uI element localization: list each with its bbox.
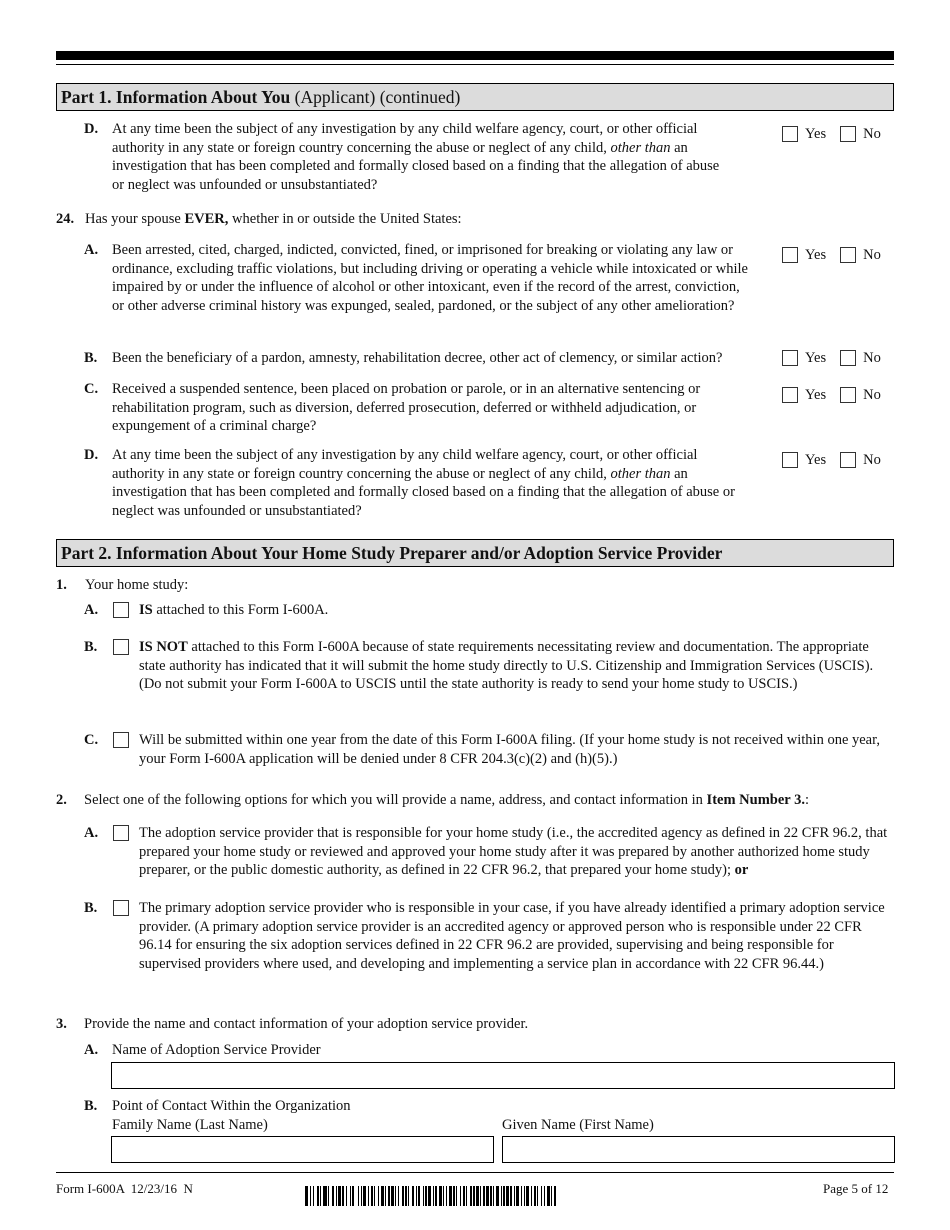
yes-checkbox[interactable] [782, 387, 798, 403]
yes-checkbox[interactable] [782, 126, 798, 142]
item-letter: B. [84, 1098, 98, 1114]
no-checkbox[interactable] [840, 126, 856, 142]
item-letter: A. [84, 825, 99, 841]
question-text-2: Select one of the following options for which you will provide a name, address, and contact information in Item Number 3.: [84, 792, 809, 808]
given-name-label: Given Name (First Name) [502, 1117, 654, 1133]
yes-no-24-b: Yes No [782, 349, 881, 368]
given-name-input[interactable] [502, 1136, 895, 1163]
provider-name-input[interactable] [111, 1062, 895, 1089]
family-name-input[interactable] [111, 1136, 494, 1163]
top-rule-thin [56, 64, 894, 65]
family-name-label: Family Name (Last Name) [112, 1117, 268, 1133]
part1-subtitle: (Applicant) (continued) [290, 87, 461, 107]
home-study-provider-checkbox[interactable] [113, 825, 129, 841]
question-text-24: Has your spouse EVER, whether in or outside the United States: [85, 211, 462, 227]
option-text-1-a: IS attached to this Form I-600A. [139, 602, 329, 618]
yes-no-p1-d: Yes No [782, 125, 881, 144]
item-letter: B. [84, 639, 98, 655]
question-number-2: 2. [56, 792, 67, 808]
question-text-p1-d: At any time been the subject of any investigation by any child welfare agency, court, or other official authority in any state or foreign country concerning the abuse or neglect of any child, other than an investigation that has been completed and formally closed based on a finding that the allegation of abuse or neglect was unfounded or unsubstantiated? [112, 121, 720, 193]
barcode [305, 1186, 713, 1206]
form-id: Form I-600A 12/23/16 N [56, 1181, 193, 1196]
question-number-1: 1. [56, 577, 67, 593]
yes-no-24-d: Yes No [782, 451, 881, 470]
yes-checkbox[interactable] [782, 350, 798, 366]
part1-title: Part 1. Information About You [61, 87, 291, 107]
item-letter: B. [84, 900, 98, 916]
home-study-attached-checkbox[interactable] [113, 602, 129, 618]
question-text-24-a: Been arrested, cited, charged, indicted, convicted, fined, or imprisoned for breaking or violating any law or ordinance, excluding traffic violations, but including driving or operating a vehicle while intoxicated or while impaired by or under the influence of alcohol or other intoxicant, even if the record of the arrest, conviction, or other adverse criminal history was expunged, sealed, pardoned, or the subject of any other amelioration? [112, 242, 748, 314]
point-of-contact-label: Point of Contact Within the Organization [112, 1098, 351, 1114]
yes-no-24-a: Yes No [782, 246, 881, 265]
barcode-bar [556, 1186, 557, 1206]
item-letter: A. [84, 602, 99, 618]
yes-checkbox[interactable] [782, 247, 798, 263]
option-text-1-c: Will be submitted within one year from the date of this Form I-600A filing. (If your home study is not received within one year, your Form I-600A application will be denied under 8 CFR 204.3(c)(2) and (h)(5).) [139, 732, 880, 767]
question-text-1: Your home study: [85, 577, 189, 593]
option-text-2-a: The adoption service provider that is responsible for your home study (i.e., the accredited agency as defined in 22 CFR 96.2, that prepared your home study or reviewed and approved your home study after it was prepared by another authorized home study preparer, or the public domestic authority, as defined in 22 CFR 96.2, that prepared your home study); or [139, 825, 888, 878]
part2-header [56, 539, 894, 567]
item-letter: D. [84, 121, 99, 137]
home-study-not-attached-checkbox[interactable] [113, 639, 129, 655]
page-number: Page 5 of 12 [823, 1181, 889, 1196]
item-letter: A. [84, 1042, 99, 1058]
home-study-later-checkbox[interactable] [113, 732, 129, 748]
no-checkbox[interactable] [840, 247, 856, 263]
no-checkbox[interactable] [840, 452, 856, 468]
provider-name-label: Name of Adoption Service Provider [112, 1042, 321, 1058]
primary-provider-checkbox[interactable] [113, 900, 129, 916]
option-text-2-b: The primary adoption service provider who is responsible in your case, if you have already identified a primary adoption service provider. (A primary adoption service provider is an accredited agency or approved person who is responsible under 22 CFR 96.14 for ensuring the six adoption services defined in 22 CFR 96.2 are provided, supervising and being responsible for supervised providers where used, and developing and implementing a service plan in accordance with 22 CFR 96.44.) [139, 900, 885, 972]
yes-checkbox[interactable] [782, 452, 798, 468]
question-text-24-d: At any time been the subject of any investigation by any child welfare agency, court, or other official authority in any state or foreign country concerning the abuse or neglect of any child, other than an investigation that has been completed and formally closed based on a finding that the allegation of abuse or neglect was unfounded or unsubstantiated? [112, 447, 735, 519]
top-rule-thick [56, 51, 894, 60]
question-text-3: Provide the name and contact information of your adoption service provider. [84, 1016, 529, 1032]
no-checkbox[interactable] [840, 387, 856, 403]
item-letter: B. [84, 350, 98, 366]
item-letter: A. [84, 242, 99, 258]
footer-rule [56, 1172, 894, 1173]
item-letter: D. [84, 447, 99, 463]
yes-no-24-c: Yes No [782, 386, 881, 405]
option-text-1-b: IS NOT attached to this Form I-600A because of state requirements necessitating review and documentation. The appropriate state authority has indicated that it will submit the home study directly to U.S. Citizenship and Immigration Services (USCIS). (Do not submit your Form I-600A to USCIS until the state authority is ready to send your home study to USCIS.) [139, 639, 874, 692]
question-text-24-b: Been the beneficiary of a pardon, amnesty, rehabilitation decree, other act of clemency, or similar action? [112, 350, 723, 366]
question-text-24-c: Received a suspended sentence, been placed on probation or parole, or in an alternative sentencing or rehabilitation program, such as diversion, deferred prosecution, deferred or withheld adjudication, or expungement of a criminal charge? [112, 381, 701, 434]
item-letter: C. [84, 381, 99, 397]
question-number-3: 3. [56, 1016, 67, 1032]
question-number-24: 24. [56, 211, 75, 227]
no-checkbox[interactable] [840, 350, 856, 366]
part1-header [56, 83, 894, 111]
item-letter: C. [84, 732, 99, 748]
part2-title: Part 2. Information About Your Home Study Preparer and/or Adoption Service Provider [61, 543, 723, 563]
